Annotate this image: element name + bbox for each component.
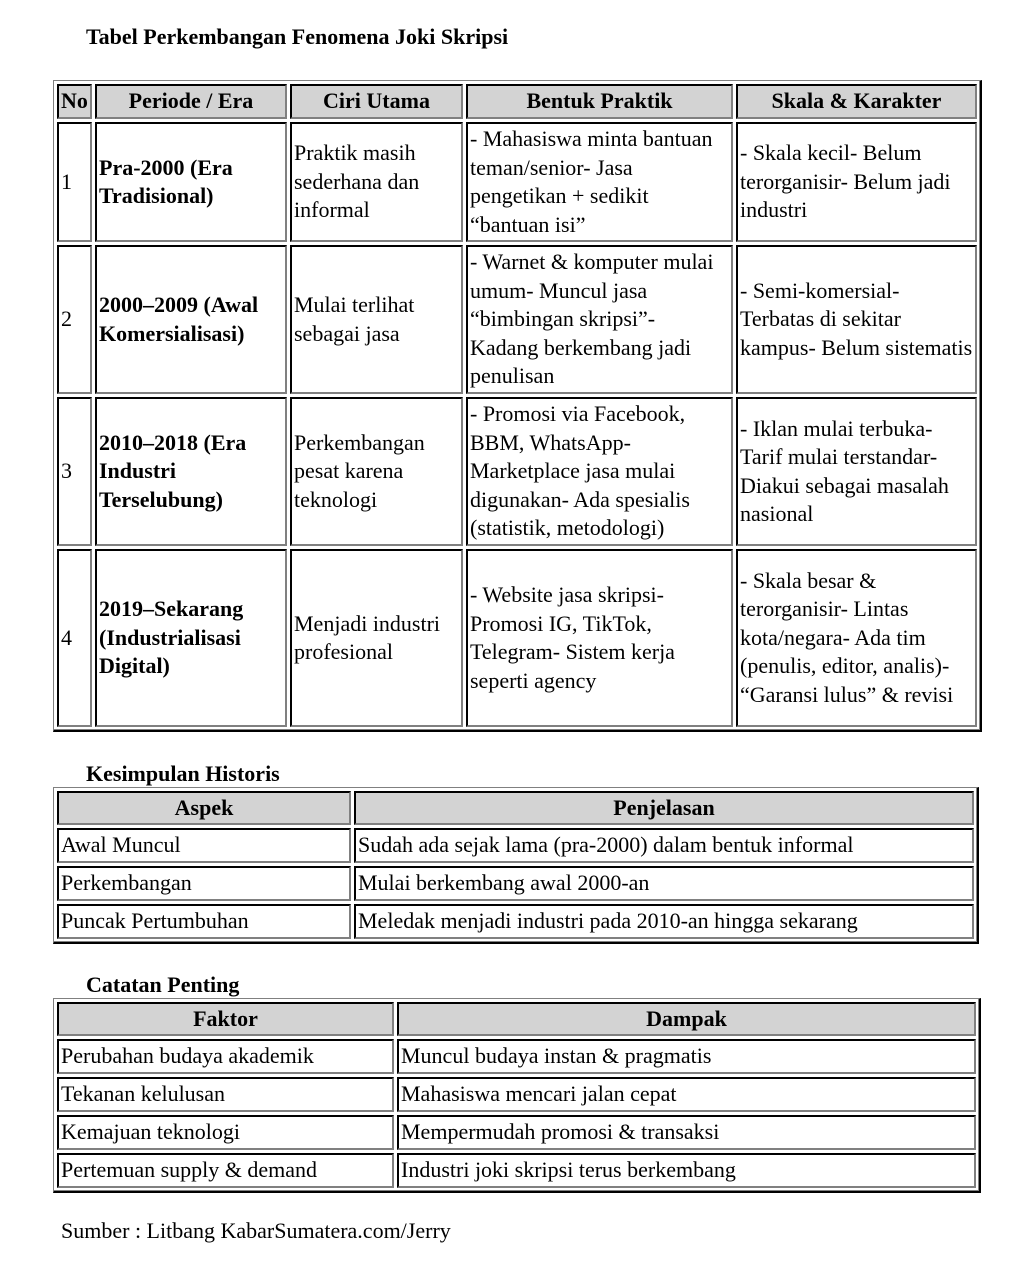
cell-ciri: Mulai terlihat sebagai jasa [290,245,463,394]
table-row [57,828,974,863]
table-row [57,1153,976,1188]
column-header-penjelasan: Penjelasan [354,791,974,825]
cell-dampak: Mahasiswa mencari jalan cepat [397,1077,976,1112]
cell-ciri: Menjadi industri profesional [290,549,463,727]
cell-dampak: Industri joki skripsi terus berkembang [397,1153,976,1188]
cell-skala: - Skala besar & terorganisir- Lintas kota/negara- Ada tim (penulis, editor, analis)- “Garansi lulus” & revisi [736,549,977,727]
cell-periode: Pra-2000 (Era Tradisional) [95,122,287,242]
cell-no: 4 [57,549,92,727]
table-row [57,245,977,394]
column-header-bentuk: Bentuk Praktik [466,84,733,119]
table-row [57,397,977,546]
cell-periode: 2010–2018 (Era Industri Terselubung) [95,397,287,546]
table-row [57,1077,976,1112]
cell-ciri: Perkembangan pesat karena teknologi [290,397,463,546]
cell-faktor: Tekanan kelulusan [57,1077,394,1112]
cell-no: 2 [57,245,92,394]
column-header-faktor: Faktor [57,1002,394,1036]
table-header-row [57,791,974,825]
column-header-ciri: Ciri Utama [290,84,463,119]
cell-faktor: Kemajuan teknologi [57,1115,394,1150]
table-header-row [57,1002,976,1036]
cell-penjelasan: Mulai berkembang awal 2000-an [354,866,974,901]
table-row [57,904,974,939]
cell-faktor: Pertemuan supply & demand [57,1153,394,1188]
column-header-no: No [57,84,92,119]
table-row [57,1115,976,1150]
cell-periode: 2000–2009 (Awal Komersialisasi) [95,245,287,394]
column-header-periode: Periode / Era [95,84,287,119]
cell-bentuk: - Warnet & komputer mulai umum- Muncul jasa “bimbingan skripsi”- Kadang berkembang jadi penulisan [466,245,733,394]
column-header-skala: Skala & Karakter [736,84,977,119]
cell-periode: 2019–Sekarang (Industrialisasi Digital) [95,549,287,727]
table-row [57,549,977,727]
cell-bentuk: - Promosi via Facebook, BBM, WhatsApp- Marketplace jasa mulai digunakan- Ada spesialis (statistik, metodologi) [466,397,733,546]
cell-bentuk: - Mahasiswa minta bantuan teman/senior- Jasa pengetikan + sedikit “bantuan isi” [466,122,733,242]
main-table-title: Tabel Perkembangan Fenomena Joki Skripsi [86,24,509,49]
cell-penjelasan: Sudah ada sejak lama (pra-2000) dalam bentuk informal [354,828,974,863]
table-row [57,1039,976,1074]
kesimpulan-table [53,787,979,944]
column-header-dampak: Dampak [397,1002,976,1036]
cell-aspek: Awal Muncul [57,828,351,863]
cell-skala: - Skala kecil- Belum terorganisir- Belum jadi industri [736,122,977,242]
cell-skala: - Semi-komersial- Terbatas di sekitar kampus- Belum sistematis [736,245,977,394]
catatan-title: Catatan Penting [86,972,240,997]
cell-dampak: Mempermudah promosi & transaksi [397,1115,976,1150]
column-header-aspek: Aspek [57,791,351,825]
table-row [57,866,974,901]
cell-penjelasan: Meledak menjadi industri pada 2010-an hingga sekarang [354,904,974,939]
cell-faktor: Perubahan budaya akademik [57,1039,394,1074]
kesimpulan-title: Kesimpulan Historis [86,761,280,786]
cell-ciri: Praktik masih sederhana dan informal [290,122,463,242]
cell-bentuk: - Website jasa skripsi- Promosi IG, TikTok, Telegram- Sistem kerja seperti agency [466,549,733,727]
catatan-table [53,998,981,1193]
table-row [57,122,977,242]
cell-aspek: Perkembangan [57,866,351,901]
cell-no: 3 [57,397,92,546]
cell-no: 1 [57,122,92,242]
cell-aspek: Puncak Pertumbuhan [57,904,351,939]
development-table [53,80,982,732]
cell-dampak: Muncul budaya instan & pragmatis [397,1039,976,1074]
cell-skala: - Iklan mulai terbuka- Tarif mulai terstandar- Diakui sebagai masalah nasional [736,397,977,546]
table-header-row [57,84,977,119]
source-credit: Sumber : Litbang KabarSumatera.com/Jerry [61,1218,451,1243]
